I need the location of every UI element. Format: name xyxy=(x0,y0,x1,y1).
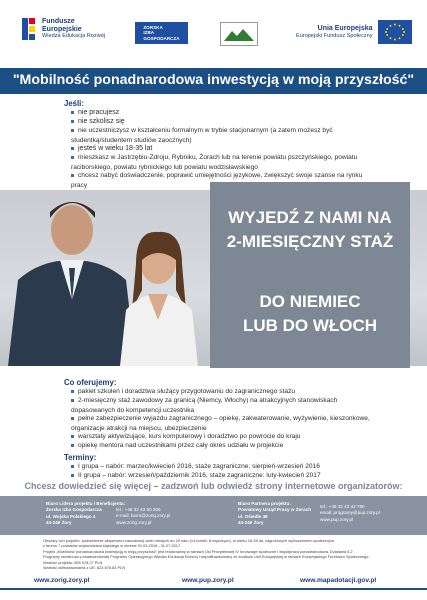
partner-tel: tel.: +48 32 43 42 780 xyxy=(320,504,365,509)
leader-l1: Biuro Lidera projektu / Beneficjenta: xyxy=(46,501,126,506)
logo3-line1: Unia Europejska xyxy=(317,24,373,32)
fe-logo-icon xyxy=(22,18,38,40)
partner-l2: Powiatowy Urząd Pracy w Żorach xyxy=(238,507,312,513)
fine-print-line: Obszary ce/i projektu: podniesienie aktywności zawodowej osób młodych do 29 roku (14 kobiet, 8 mężczyzn), w wieku 18-35 lat, zagrożonych wykluczeniem społecznym xyxy=(43,538,335,543)
bullet-icon xyxy=(71,435,74,438)
offer-item-text: pakiet szkoleń i doradztwa służący przygotowaniu do zagranicznego stażu xyxy=(78,388,295,395)
if-item-text: mieszkasz w Jastrzębiu-Zdroju, Rybniku, Żorach lub na terenie powiatu pszczyńskiego, powiatu raciborskiego, powiatu rybnickiego lub powiatu wodzisławskiego xyxy=(71,154,358,171)
if-item xyxy=(71,126,371,145)
fine-print-line: Programy mobilności ponadnarodowej Programu Operacyjnego Wiedza Edukacja Rozwój i współfinansowany ze środków Unii Europejskiej w ramach Europejskiego Funduszu Społecznego. xyxy=(43,554,370,559)
mapadotacji-url-link[interactable]: www.mapadotacji.gov.pl xyxy=(300,577,377,584)
bullet-icon xyxy=(71,120,74,123)
zorska-izba-gospodarcza-logo xyxy=(135,22,188,44)
partner-l1: Biuro Partnera projektu: xyxy=(238,501,291,506)
page-title: "Mobilność ponadnarodowa inwestycją w moją przyszłość" xyxy=(12,72,415,88)
cta-text: Chcesz dowiedzieć się więcej – zadzwoń lub odwiedź strony internetowe organizatorów: xyxy=(24,481,403,491)
promo-panel xyxy=(210,182,410,368)
leader-www-link[interactable]: www.zorig.zory.pl xyxy=(116,519,152,525)
panel-line-4: LUB DO WŁOCH xyxy=(242,316,378,335)
if-item-text: chcesz nabyć doświadczenie, poprawić umiejętności językowe, zwiększyć swoje szanse na rynku pracy xyxy=(71,172,363,189)
if-item-text: nie szkolisz się xyxy=(78,118,125,125)
offer-item xyxy=(71,441,371,451)
terms-heading: Terminy: xyxy=(64,453,97,462)
logo1-line1: Fundusze xyxy=(42,18,75,26)
terms-item xyxy=(71,471,371,481)
offer-heading: Co oferujemy: xyxy=(64,378,117,387)
partner-l4: 44-240 Żory xyxy=(238,520,264,526)
if-item xyxy=(71,153,371,172)
bullet-icon xyxy=(71,111,74,114)
leader-l4: 44-240 Żory xyxy=(46,520,72,526)
bullet-icon xyxy=(71,156,74,159)
leader-l3: ul. Wojska Polskiego 4 xyxy=(46,513,96,519)
partner-www-link[interactable]: www.pup.zory.pl xyxy=(320,516,354,522)
offer-item-text: pełne zabezpieczenie wyjazdu zagranicznego – opiekę, zakwaterowanie, wyżywienie, kieszonkowe, organizacje atrakcji na miejscu, ubezpieczenie xyxy=(71,415,370,432)
fine-print-line: Projekt „Mobilność ponadnarodowa inwestycją w moją przyszłość" jest realizowany w ramach Osi Priorytetowej IV Innowacje społeczne i współpraca ponadnarodowa, Działania 4.2 xyxy=(43,549,353,554)
eu-flag-icon xyxy=(378,20,412,44)
partner-mail-link[interactable]: email: programy@pup.zory.pl xyxy=(320,510,380,516)
offer-item-text: opiekę mentora nad uczestnikami przez cały okres udziału w projekcie xyxy=(78,442,284,449)
bottom-divider xyxy=(0,588,427,590)
logo2-line3: GOSPODARCZA xyxy=(143,35,180,41)
title-band xyxy=(0,68,427,94)
fine-print-line: Wartość dofinansowania z UE: 623 878,83 PLN xyxy=(43,565,126,570)
terms-item-text: I grupa – nabór: marzec/kwiecień 2016, staże zagraniczne: sierpień-wrzesień 2016 xyxy=(78,463,320,470)
partner-contact xyxy=(320,504,380,523)
bullet-icon xyxy=(71,417,74,420)
terms-item-text: II grupa – nabór: wrzesień/październik 2016, staże zagraniczne: luty-kwiecień 2017 xyxy=(78,472,321,479)
offer-item-text: 2-miesięczny staż zawodowy za granicą (Niemcy, Włochy) na atrakcyjnych stanowiskach dopasowanych do kompetencji uczestnika xyxy=(71,397,338,414)
bullet-icon xyxy=(71,147,74,150)
unia-europejska-logo xyxy=(296,20,412,44)
contact-box xyxy=(0,496,427,535)
panel-line-3: DO NIEMIEC xyxy=(259,292,361,311)
logo1-line3: Wiedza Edukacja Rozwój xyxy=(42,33,106,40)
fine-print-line: z terenu 7 powiatów województwa śląskiego w okresie 01.03.2016 - 31.07.2017. xyxy=(43,543,182,548)
leader-l2: Żorska Izba Gospodarcza xyxy=(46,507,102,513)
partner-l3: ul. Ośiedle 48 xyxy=(238,513,268,519)
panel-line-2: 2-MIESIĘCZNY STAŻ xyxy=(226,232,394,251)
leader-mail-link[interactable]: e-mail: biuro@zorig.zory.pl xyxy=(116,513,171,519)
if-item-text: nie pracujesz xyxy=(78,109,120,116)
bullet-icon xyxy=(71,444,74,447)
logo2-line2: IZBA xyxy=(143,30,155,36)
logo2-line1: ZORSKA xyxy=(143,24,163,30)
leader-contact xyxy=(116,507,170,526)
pup-url-link[interactable]: www.pup.zory.pl xyxy=(182,577,234,584)
offer-item xyxy=(71,396,371,415)
leader-tel: tel.: +48 32 43 50 306 xyxy=(116,507,161,512)
if-item-text: jesteś w wieku 18-35 lat xyxy=(78,145,153,152)
fine-print-line: Wartość projektu: 659 578,27 PLN xyxy=(43,560,103,565)
bullet-icon xyxy=(71,465,74,468)
fundusze-europejskie-logo xyxy=(22,18,105,40)
logo3-line2: Europejski Fundusz Społeczny xyxy=(296,32,373,39)
bullet-icon xyxy=(71,474,74,477)
if-item-text: nie uczestniczysz w kształceniu formalnym w trybie stacjonarnym (a zatem możesz być studentką/studentem studiów zaocznych) xyxy=(71,127,333,144)
bullet-icon xyxy=(71,399,74,402)
panel-line-1: WYJEDŹ Z NAMI NA xyxy=(228,208,392,227)
if-heading: Jeśli: xyxy=(64,99,84,108)
offer-item-text: warsztaty aktywizujące, kurs komputerowy i doradztwo po powrocie do kraju xyxy=(78,433,301,440)
leader-address xyxy=(46,501,125,527)
bullet-icon xyxy=(71,390,74,393)
bullet-icon xyxy=(71,129,74,132)
mountains-icon xyxy=(224,27,254,41)
offer-item xyxy=(71,414,371,433)
partner-address xyxy=(238,501,311,527)
zorig-url-link[interactable]: www.zorig.zory.pl xyxy=(34,577,90,584)
bullet-icon xyxy=(71,174,74,177)
pup-logo xyxy=(220,22,258,46)
logo1-line2: Europejskie xyxy=(42,25,82,33)
